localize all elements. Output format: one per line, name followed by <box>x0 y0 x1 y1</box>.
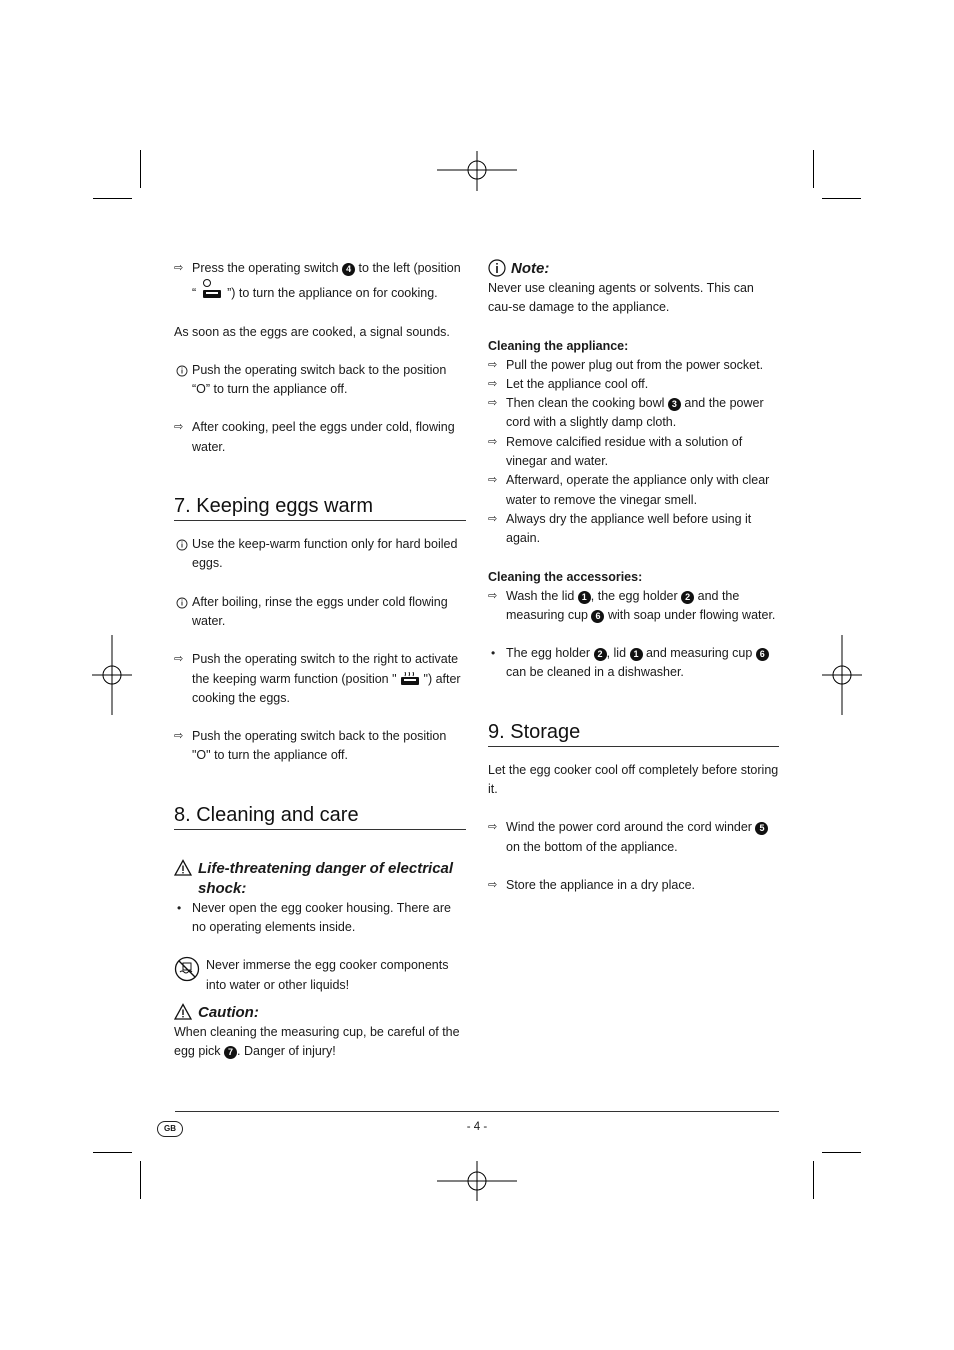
instruction-item: ⇨ Always dry the appliance well before using it again. <box>488 511 752 546</box>
arrow-icon: ⇨ <box>488 377 498 390</box>
section-heading-cleaning-and-care: 8. Cleaning and care <box>174 802 466 830</box>
arrow-icon: ⇨ <box>488 878 498 891</box>
paragraph: Let the egg cooker cool off completely before storing it. <box>488 762 779 797</box>
registration-mark-icon <box>822 635 862 715</box>
arrow-icon: ⇨ <box>488 358 498 371</box>
crop-mark <box>140 150 141 188</box>
no-immerse-notice: Never immerse the egg cooker components into water or other liquids! <box>174 956 466 995</box>
warning-triangle-icon <box>174 1003 192 1021</box>
warning-triangle-icon <box>174 859 192 877</box>
part-number-badge: 5 <box>755 822 768 835</box>
info-icon <box>488 259 506 277</box>
arrow-icon: ⇨ <box>488 474 498 487</box>
arrow-icon: ⇨ <box>488 435 498 448</box>
subheading-cleaning-appliance: Cleaning the appliance: <box>488 338 629 353</box>
part-number-badge: 3 <box>668 398 681 411</box>
bullet-icon: • <box>491 646 496 661</box>
info-item: After boiling, rinse the eggs under cold flowing water. <box>174 593 466 632</box>
arrow-icon: ⇨ <box>488 397 498 410</box>
note-heading: Note: <box>488 259 779 279</box>
language-badge: GB <box>157 1121 183 1137</box>
caution-text: When cleaning the measuring cup, be careful of the egg pick 7 . Danger of injury! <box>174 1024 460 1059</box>
part-number-badge: 1 <box>630 648 643 661</box>
instruction-item: ⇨ Pull the power plug out from the power socket. <box>488 356 779 375</box>
bullet-icon: • <box>177 900 182 915</box>
instruction-item: ⇨ Remove calcified residue with a solution of vinegar and water. <box>488 434 743 469</box>
arrow-icon: ⇨ <box>174 262 184 274</box>
instruction-item: ⇨ Store the appliance in a dry place. <box>488 876 779 895</box>
crop-mark <box>813 150 814 188</box>
instruction-item: ⇨ Press the operating switch 4 to the left (position “ ”) to turn the appliance on for cooking. <box>174 261 461 301</box>
instruction-item: ⇨ Wash the lid 1 , the egg holder 2 and the measuring cup 6 with soap under flowing water. <box>488 588 776 622</box>
instruction-item: ⇨ Push the operating switch back to the position "O" to turn the appliance off. <box>174 729 447 763</box>
instruction-item: ⇨ Afterward, operate the appliance only with clear water to remove the vinegar smell. <box>488 473 770 507</box>
bullet-item: • Never open the egg cooker housing. There are no operating elements inside. <box>177 900 451 935</box>
part-number-badge: 2 <box>594 648 607 661</box>
footer-rule <box>175 1111 779 1112</box>
part-number-badge: 4 <box>342 263 355 276</box>
info-item: Push the operating switch back to the position “O” to turn the appliance off. <box>174 361 466 400</box>
registration-mark-icon <box>437 151 517 191</box>
instruction-item: ⇨ Let the appliance cool off. <box>488 375 779 394</box>
arrow-icon: ⇨ <box>488 821 498 834</box>
part-number-badge: 6 <box>591 610 604 623</box>
keep-warm-position-icon <box>400 672 420 686</box>
instruction-item: ⇨ Then clean the cooking bowl 3 and the power cord with a slightly damp cloth. <box>488 396 764 430</box>
right-column <box>488 259 779 895</box>
crop-mark <box>822 198 861 199</box>
part-number-badge: 7 <box>224 1046 237 1059</box>
info-icon <box>174 535 190 554</box>
part-number-badge: 2 <box>681 591 694 604</box>
instruction-item: ⇨ Push the operating switch to the right to activate the keeping warm function (position " ") after cooking the eggs. <box>174 652 461 705</box>
no-immerse-icon <box>174 956 200 982</box>
arrow-icon: ⇨ <box>174 421 184 434</box>
crop-mark <box>822 1152 861 1153</box>
page-number: - 4 - <box>466 1121 488 1133</box>
note-text: Never use cleaning agents or solvents. This can cau-se damage to the appliance. <box>488 281 754 315</box>
section-heading-keeping-eggs-warm: 7. Keeping eggs warm <box>174 493 466 521</box>
arrow-icon: ⇨ <box>488 512 498 525</box>
subheading-cleaning-accessories: Cleaning the accessories: <box>488 569 643 584</box>
paragraph: As soon as the eggs are cooked, a signal sounds. <box>174 324 450 339</box>
bullet-item: • The egg holder 2 , lid 1 and measuring cup 6 can be cleaned in a dishwasher. <box>488 644 779 683</box>
info-icon <box>174 593 190 612</box>
instruction-item: ⇨ Wind the power cord around the cord winder 5 on the bottom of the appliance. <box>488 818 779 857</box>
section-heading-storage: 9. Storage <box>488 719 779 747</box>
instruction-item: ⇨ After cooking, peel the eggs under cold, flowing water. <box>174 420 455 454</box>
info-icon <box>174 361 190 380</box>
info-item: Use the keep-warm function only for hard boiled eggs. <box>174 535 466 574</box>
cooking-position-icon <box>200 278 224 300</box>
left-column <box>174 259 466 1062</box>
registration-mark-icon <box>92 635 132 715</box>
arrow-icon: ⇨ <box>174 653 184 666</box>
warning-heading: Life-threatening danger of electrical shock: <box>174 859 466 899</box>
arrow-icon: ⇨ <box>174 730 184 743</box>
crop-mark <box>93 198 132 199</box>
registration-mark-icon <box>437 1161 517 1201</box>
part-number-badge: 1 <box>578 591 591 604</box>
crop-mark <box>93 1152 132 1153</box>
arrow-icon: ⇨ <box>488 589 498 602</box>
crop-mark <box>140 1161 141 1199</box>
crop-mark <box>813 1161 814 1199</box>
part-number-badge: 6 <box>756 648 769 661</box>
caution-heading: Caution: <box>174 1003 466 1023</box>
